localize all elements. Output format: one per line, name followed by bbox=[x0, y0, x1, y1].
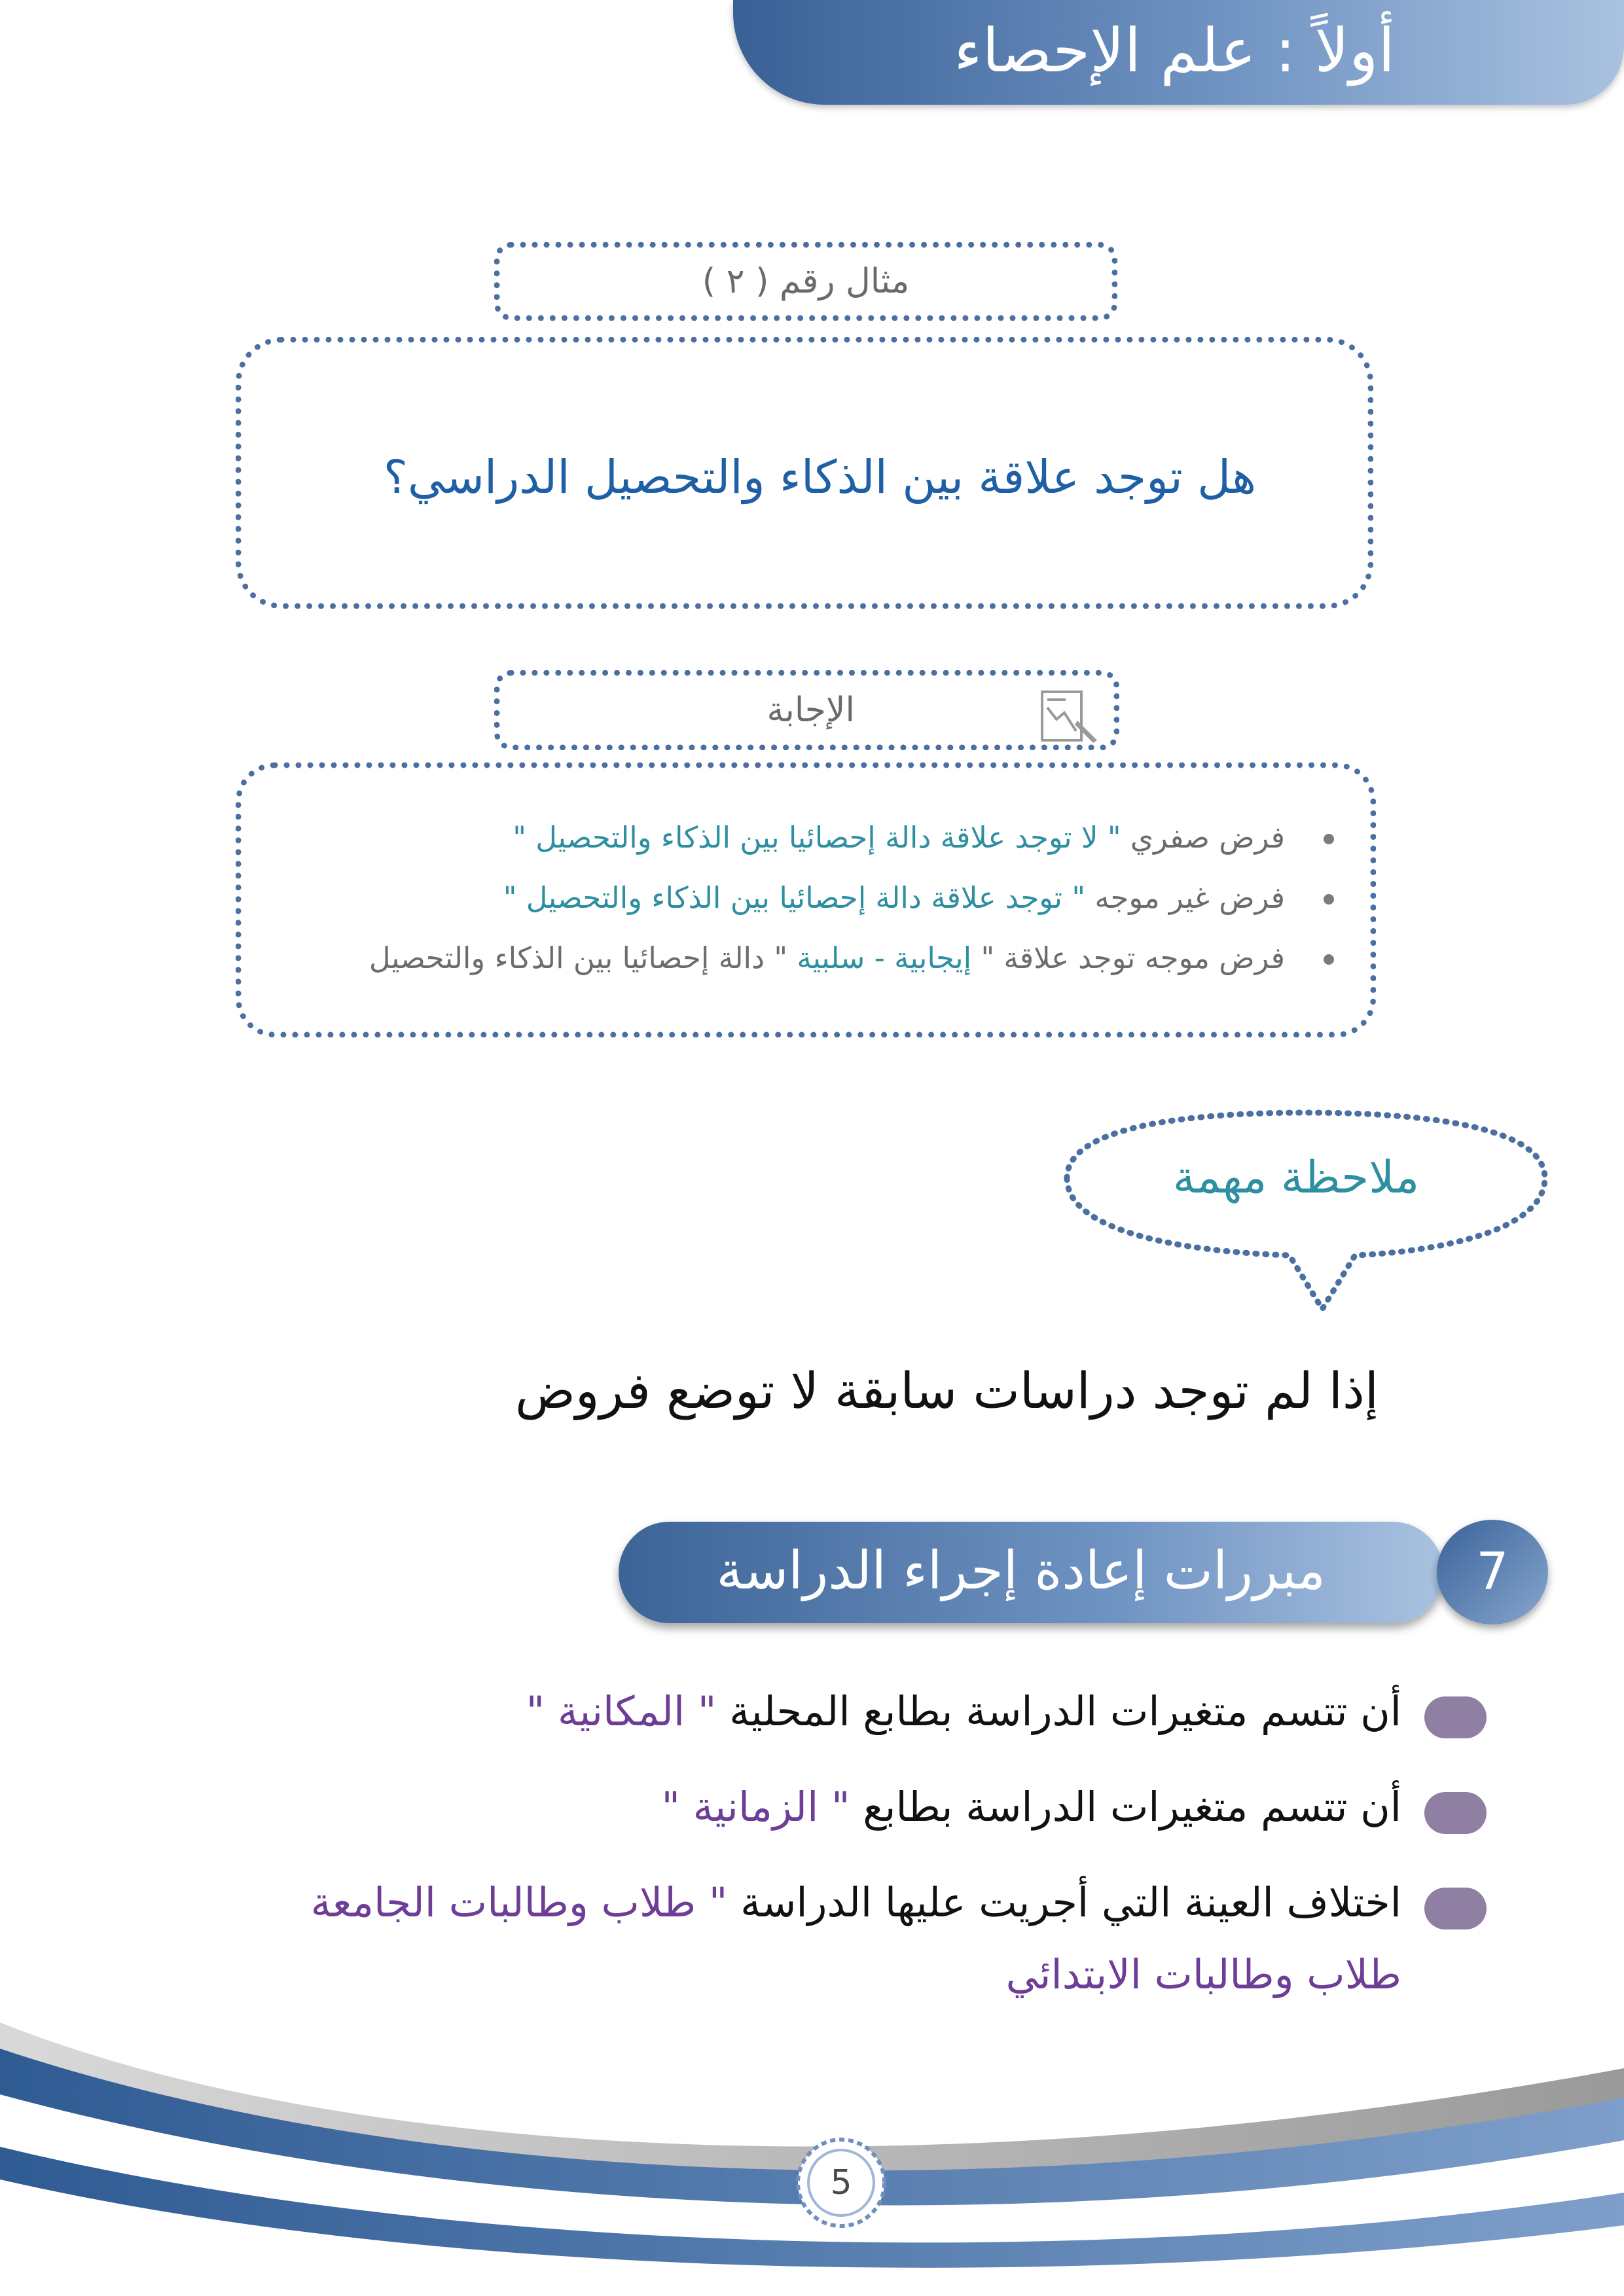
answer-list bbox=[264, 808, 1285, 988]
reason-highlight: " المكانية " bbox=[526, 1687, 717, 1735]
hypothesis-text: " لا توجد علاقة دالة إحصائيا بين الذكاء والتحصيل " bbox=[513, 820, 1121, 855]
reason-text: أن تتسم متغيرات الدراسة بطابع bbox=[863, 1783, 1401, 1831]
list-item bbox=[264, 868, 1285, 928]
list-item bbox=[158, 1771, 1401, 1843]
hypothesis-type: فرض موجه توجد علاقة " bbox=[981, 941, 1285, 975]
note-title: ملاحظة مهمة bbox=[1172, 1152, 1420, 1204]
footer-waves bbox=[0, 1983, 1624, 2296]
reason-highlight: " الزمانية " bbox=[661, 1783, 850, 1831]
question-box bbox=[236, 337, 1373, 609]
page-title: أولاً : علم الإحصاء bbox=[954, 16, 1395, 86]
section-number: 7 bbox=[1437, 1520, 1548, 1624]
reason-text: أن تتسم متغيرات الدراسة بطابع المحلية bbox=[729, 1687, 1401, 1735]
hypothesis-suffix: " دالة إحصائيا بين الذكاء والتحصيل bbox=[369, 941, 788, 975]
example-label-box bbox=[494, 242, 1117, 321]
list-item bbox=[264, 928, 1285, 988]
answers-box bbox=[236, 762, 1376, 1037]
section-banner bbox=[619, 1522, 1443, 1623]
answer-label-box bbox=[494, 670, 1119, 750]
hypothesis-type: فرض غير موجه bbox=[1094, 880, 1285, 915]
hypothesis-text: إيجابية - سلبية bbox=[797, 941, 972, 975]
reasons-list bbox=[158, 1676, 1401, 2034]
answer-label: الإجابة bbox=[767, 691, 855, 730]
page-number: 5 bbox=[830, 2163, 852, 2202]
reason-continuation: طلاب وطالبات الابتدائي bbox=[1005, 1950, 1401, 1998]
list-item bbox=[158, 1676, 1401, 1748]
section-title: مبررات إعادة إجراء الدراسة bbox=[716, 1540, 1326, 1601]
example-question: هل توجد علاقة بين الذكاء والتحصيل الدراسي؟ bbox=[383, 450, 1256, 504]
note-body: إذا لم توجد دراسات سابقة لا توضع فروض bbox=[514, 1361, 1379, 1420]
reason-text: اختلاف العينة التي أجريت عليها الدراسة bbox=[740, 1878, 1401, 1926]
hypothesis-text: " توجد علاقة دالة إحصائيا بين الذكاء والتحصيل " bbox=[503, 880, 1086, 915]
hypothesis-type: فرض صفري bbox=[1130, 820, 1285, 855]
chart-document-icon bbox=[1037, 688, 1102, 744]
reason-highlight: " طلاب وطالبات الجامعة bbox=[310, 1878, 728, 1926]
example-label: مثال رقم ( ٢ ) bbox=[702, 262, 910, 301]
list-item bbox=[264, 808, 1285, 868]
